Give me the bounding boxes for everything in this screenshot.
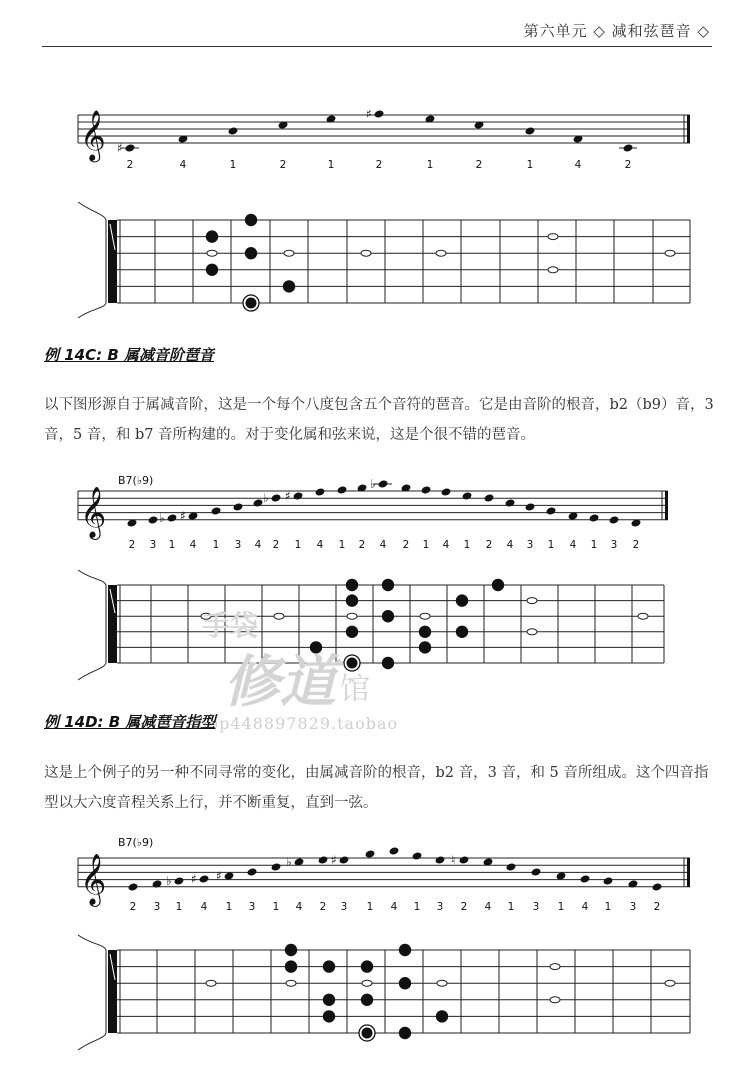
example-14c-title: 例 14C: B 属减音阶琶音 — [44, 346, 214, 364]
finger-number: 2 — [653, 901, 661, 913]
accidental-icon: ♮ — [451, 853, 456, 867]
finger-number: 1 — [590, 539, 598, 551]
finger-number: 4 — [316, 539, 324, 551]
finger-dot — [399, 977, 411, 989]
treble-clef-icon: 𝄞 — [80, 852, 107, 905]
headstock-outline — [78, 935, 106, 1050]
finger-number: 1 — [212, 539, 220, 551]
finger-number: 1 — [604, 901, 612, 913]
finger-number: 4 — [200, 901, 208, 913]
finger-number: 4 — [574, 159, 582, 171]
finger-number: 2 — [319, 901, 327, 913]
finger-number: 4 — [379, 539, 387, 551]
finger-number: 1 — [294, 539, 302, 551]
optional-note-marker — [550, 997, 560, 1003]
accidental-icon: ♯ — [285, 489, 291, 503]
example-14c-text: 以下图形源自于属减音阶，这是一个每个八度包含五个音符的琶音。它是由音阶的根音，b2（b9）音，3 音，5 音，和 b7 音所构建的。对于变化属和弦来说，这是个很不错的琶音。 — [44, 397, 714, 443]
note-head — [128, 882, 139, 891]
finger-number: 4 — [569, 539, 577, 551]
finger-number: 4 — [484, 901, 492, 913]
optional-note-marker — [206, 980, 216, 986]
optional-note-marker — [550, 964, 560, 970]
finger-number: 1 — [507, 901, 515, 913]
finger-number: 1 — [225, 901, 233, 913]
accidental-icon: ♯ — [191, 872, 197, 886]
finger-number: 1 — [327, 159, 335, 171]
finger-number: 1 — [272, 901, 280, 913]
finger-number: 3 — [610, 539, 618, 551]
finger-dot — [361, 960, 373, 972]
finger-number: 4 — [442, 539, 450, 551]
finger-number: 1 — [338, 539, 346, 551]
note-head — [365, 849, 376, 858]
accidental-icon: ♯ — [117, 141, 123, 155]
watermark-suffix: 馆 — [340, 672, 370, 707]
finger-dot — [436, 1010, 448, 1022]
root-note-dot — [362, 1028, 373, 1039]
finger-number: 2 — [272, 539, 280, 551]
accidental-icon: ♭ — [370, 477, 376, 491]
finger-number: 2 — [624, 159, 632, 171]
finger-number: 2 — [632, 539, 640, 551]
finger-number: 1 — [175, 901, 183, 913]
finger-number: 3 — [436, 901, 444, 913]
finger-number: 2 — [402, 539, 410, 551]
accidental-icon: ♭ — [286, 855, 292, 869]
accidental-icon: ♭ — [166, 874, 172, 888]
note-head — [339, 855, 350, 864]
finger-number: 4 — [506, 539, 514, 551]
finger-number: 1 — [547, 539, 555, 551]
finger-number: 1 — [426, 159, 434, 171]
finger-number: 2 — [475, 159, 483, 171]
note-head — [459, 855, 470, 864]
accidental-icon: ♭ — [159, 511, 165, 525]
note-head — [652, 882, 663, 891]
finger-number: 1 — [366, 901, 374, 913]
example-14d-text: 这是上个例子的另一种不同寻常的变化，由属减音阶的根音，b2 音，3 音，和 5 音所组成。这个四音指型以大六度音程关系上行，并不断重复，直到一弦。 — [44, 765, 709, 811]
finger-number: 4 — [179, 159, 187, 171]
finger-number: 1 — [229, 159, 237, 171]
finger-number: 3 — [532, 901, 540, 913]
note-head — [580, 874, 591, 883]
optional-note-marker — [362, 980, 372, 986]
treble-clef-icon: 𝄞 — [80, 111, 106, 161]
treble-clef-icon: 𝄞 — [80, 485, 107, 538]
finger-number: 3 — [153, 901, 161, 913]
note-head — [318, 855, 329, 864]
finger-dot — [285, 944, 297, 956]
note-head — [412, 851, 423, 860]
optional-note-marker — [665, 980, 675, 986]
finger-number: 2 — [358, 539, 366, 551]
finger-number: 1 — [413, 901, 421, 913]
finger-number: 3 — [248, 901, 256, 913]
finger-dot — [323, 1010, 335, 1022]
finger-dot — [399, 1027, 411, 1039]
finger-number: 3 — [340, 901, 348, 913]
accidental-icon: ♯ — [331, 853, 337, 867]
finger-number: 2 — [126, 159, 134, 171]
header-title: 第六单元 ◇ 减和弦琶音 ◇ — [523, 22, 710, 40]
finger-number: 4 — [189, 539, 197, 551]
finger-number: 4 — [295, 901, 303, 913]
finger-number: 2 — [129, 901, 137, 913]
accidental-icon: ♯ — [180, 509, 186, 523]
optional-note-marker — [437, 980, 447, 986]
finger-number: 4 — [390, 901, 398, 913]
finger-number: 4 — [581, 901, 589, 913]
guitar-nut — [108, 950, 117, 1033]
note-head — [506, 862, 517, 871]
finger-dot — [323, 960, 335, 972]
optional-note-marker — [286, 980, 296, 986]
finger-number: 1 — [463, 539, 471, 551]
finger-number: 1 — [168, 539, 176, 551]
example-14d-title: 例 14D: B 属减琶音指型 — [44, 713, 216, 731]
accidental-icon: ♯ — [216, 869, 222, 883]
chord-symbol: B7(♭9) — [118, 474, 154, 487]
note-head — [389, 846, 400, 855]
final-barline-thick — [687, 858, 690, 887]
finger-number: 1 — [422, 539, 430, 551]
finger-number: 3 — [629, 901, 637, 913]
note-head — [174, 876, 185, 885]
finger-dot — [361, 994, 373, 1006]
finger-dot — [285, 960, 297, 972]
finger-number: 1 — [526, 159, 534, 171]
finger-dot — [323, 994, 335, 1006]
finger-number: 2 — [279, 159, 287, 171]
accidental-icon: ♭ — [263, 491, 269, 505]
finger-number: 2 — [460, 901, 468, 913]
finger-number: 3 — [149, 539, 157, 551]
finger-number: 1 — [557, 901, 565, 913]
watermark-url: shop448897829.taobao — [188, 714, 399, 733]
finger-number: 2 — [375, 159, 383, 171]
note-head — [271, 862, 282, 871]
watermark-logo: 手袋 — [202, 609, 259, 642]
watermark-brand: 修道 — [224, 649, 336, 715]
note-head — [435, 855, 446, 864]
finger-number: 4 — [254, 539, 262, 551]
finger-number: 2 — [128, 539, 136, 551]
finger-dot — [399, 944, 411, 956]
note-head — [247, 867, 258, 876]
note-head — [603, 876, 614, 885]
accidental-icon: ♯ — [366, 107, 372, 121]
chord-symbol: B7(♭9) — [118, 836, 154, 849]
note-head — [199, 874, 210, 883]
finger-number: 2 — [485, 539, 493, 551]
note-head — [531, 867, 542, 876]
finger-number: 3 — [234, 539, 242, 551]
finger-number: 3 — [526, 539, 534, 551]
